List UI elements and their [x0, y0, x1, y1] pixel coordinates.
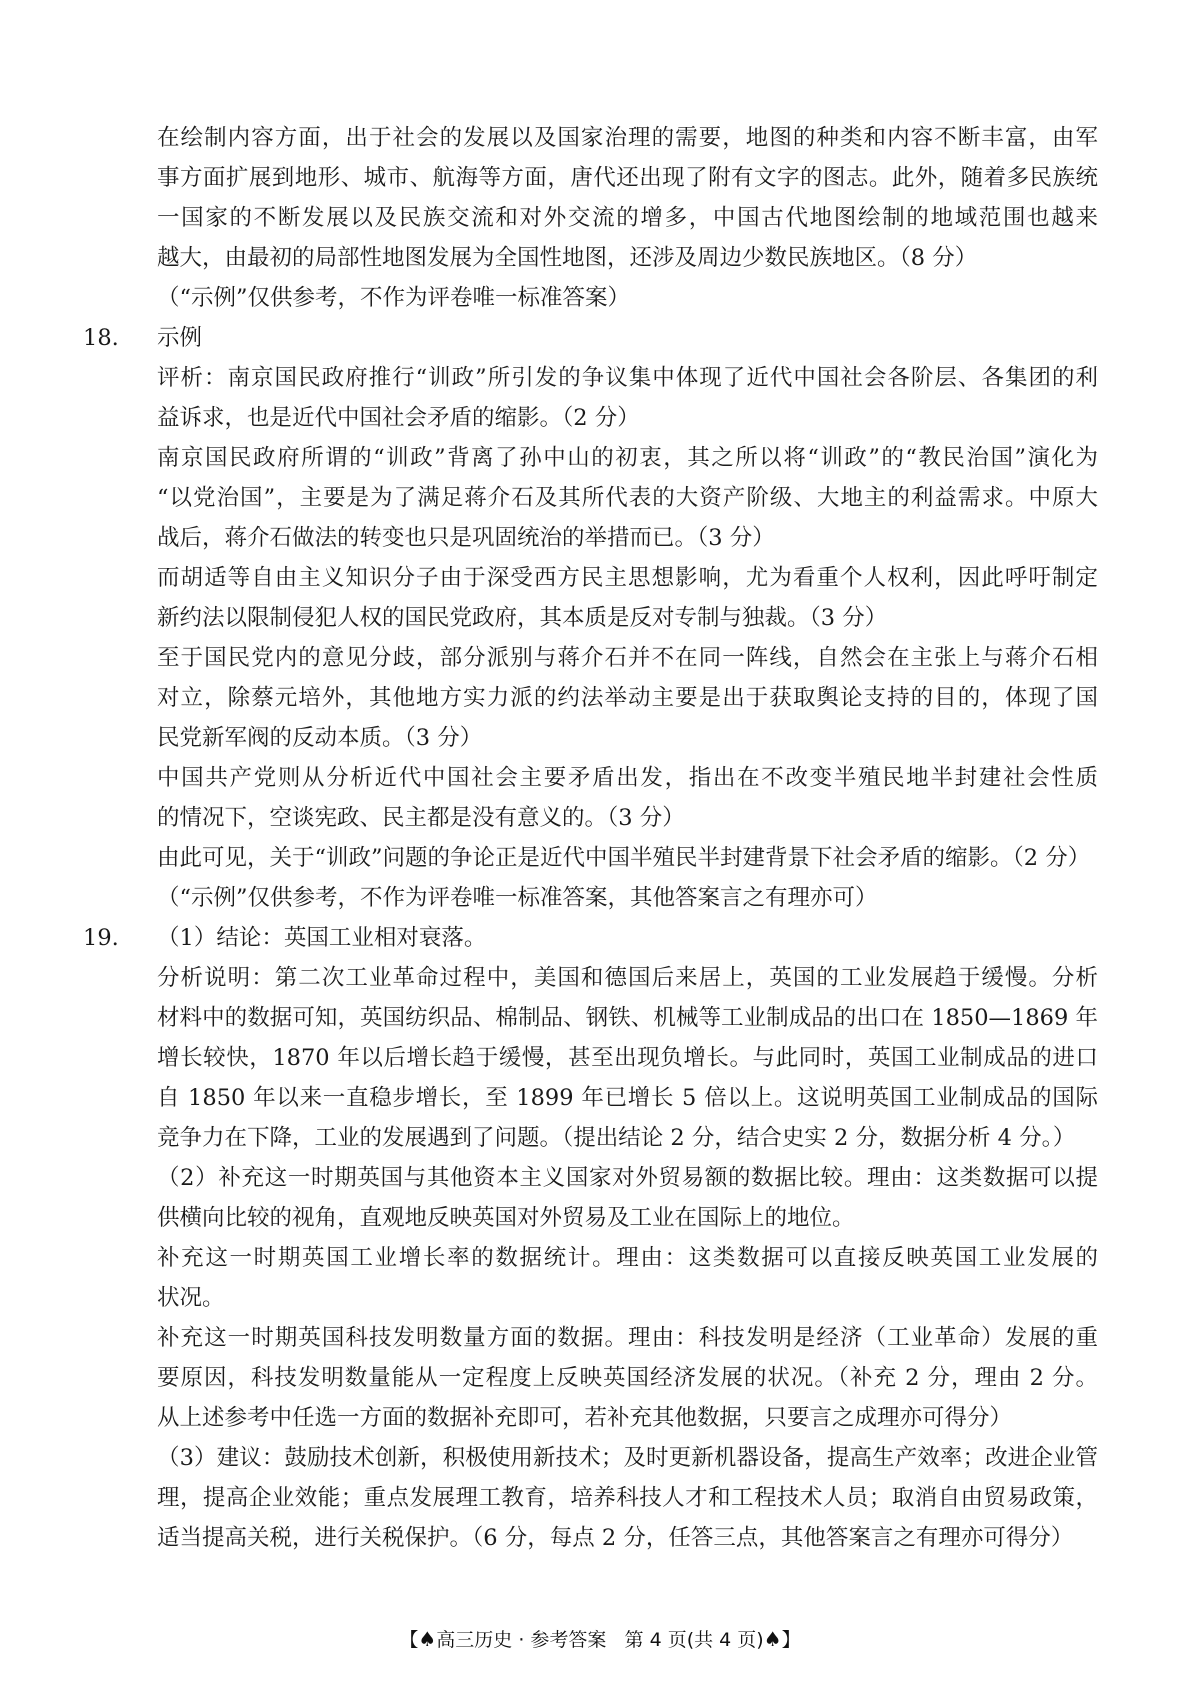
- answer-line: [138, 638, 1098, 678]
- answer-line-text: 适当提高关税，进行关税保护。（6 分，每点 2 分，任答三点，其他答案言之有理亦可得分）: [157, 1525, 1074, 1551]
- answer-content: [83, 118, 1098, 1558]
- answer-line: [138, 1438, 1098, 1478]
- answer-line: [138, 1118, 1098, 1158]
- footer-page-number: 第 4 页(共 4 页): [624, 1629, 764, 1651]
- answer-line: [138, 878, 1098, 918]
- answer-line: [138, 1278, 1098, 1318]
- answer-line: [138, 518, 1098, 558]
- answer-line-text: 供横向比较的视角，直观地反映英国对外贸易及工业在国际上的地位。: [157, 1205, 855, 1231]
- answer-line: [138, 558, 1098, 598]
- answer-block-q18: [83, 318, 1098, 918]
- answer-line: [138, 998, 1098, 1038]
- answer-line: [138, 1038, 1098, 1078]
- answer-line-text: 分析说明：第二次工业革命过程中，美国和德国后来居上，英国的工业发展趋于缓慢。分析: [157, 965, 1098, 991]
- answer-line-text: 由此可见，关于“训政”问题的争论正是近代中国半殖民半封建背景下社会矛盾的缩影。（2 分）: [157, 845, 1091, 871]
- answer-line-text: 材料中的数据可知，英国纺织品、棉制品、钢铁、机械等工业制成品的出口在 1850—1869 年: [157, 1005, 1098, 1031]
- answer-line: [138, 1358, 1098, 1398]
- answer-line-text: 评析：南京国民政府推行“训政”所引发的争议集中体现了近代中国社会各阶层、各集团的利: [157, 365, 1098, 391]
- answer-line-text: （2）补充这一时期英国与其他资本主义国家对外贸易额的数据比较。理由：这类数据可以提: [157, 1165, 1098, 1191]
- answer-line: [138, 1478, 1098, 1518]
- page-footer: [0, 1626, 1200, 1653]
- answer-line: [83, 918, 1098, 958]
- answer-line: [138, 758, 1098, 798]
- answer-line-text: 越大，由最初的局部性地图发展为全国性地图，还涉及周边少数民族地区。（8 分）: [157, 245, 978, 271]
- answer-line: [138, 238, 1098, 278]
- answer-line-text: （3）建议：鼓励技术创新，积极使用新技术；及时更新机器设备，提高生产效率；改进企业管: [157, 1445, 1098, 1471]
- answer-line-text: 增长较快，1870 年以后增长趋于缓慢，甚至出现负增长。与此同时，英国工业制成品的进口: [157, 1045, 1098, 1071]
- answer-line-text: 对立，除蔡元培外，其他地方实力派的约法举动主要是出于获取舆论支持的目的，体现了国: [157, 685, 1098, 711]
- answer-line: [138, 158, 1098, 198]
- answer-line-text: 益诉求，也是近代中国社会矛盾的缩影。（2 分）: [157, 405, 640, 431]
- footer-title: 高三历史 · 参考答案: [436, 1629, 607, 1651]
- answer-line: [138, 278, 1098, 318]
- answer-line: [138, 678, 1098, 718]
- answer-line: [138, 198, 1098, 238]
- answer-line-text: 一国家的不断发展以及民族交流和对外交流的增多，中国古代地图绘制的地域范围也越来: [157, 205, 1098, 231]
- answer-line: [138, 1078, 1098, 1118]
- answer-line: [138, 1198, 1098, 1238]
- answer-line-text: 战后，蒋介石做法的转变也只是巩固统治的举措而已。（3 分）: [157, 525, 775, 551]
- answer-line-text: 自 1850 年以来一直稳步增长，至 1899 年已增长 5 倍以上。这说明英国工业制成品的国际: [157, 1085, 1098, 1111]
- answer-line-text: 民党新军阀的反动本质。（3 分）: [157, 725, 483, 751]
- footer-open-bracket: 【: [399, 1629, 419, 1651]
- question-number: 18.: [83, 325, 119, 351]
- answer-line-text: 的情况下，空谈宪政、民主都是没有意义的。（3 分）: [157, 805, 685, 831]
- answer-line-text: （“示例”仅供参考，不作为评卷唯一标准答案）: [157, 285, 631, 311]
- answer-line-text: 至于国民党内的意见分歧，部分派别与蒋介石并不在同一阵线，自然会在主张上与蒋介石相: [157, 645, 1098, 671]
- answer-line-text: 理，提高企业效能；重点发展理工教育，培养科技人才和工程技术人员；取消自由贸易政策，: [157, 1485, 1098, 1511]
- answer-block-q17-tail: [138, 118, 1098, 318]
- answer-line-text: 示例: [157, 325, 203, 351]
- answer-block-q19: [83, 918, 1098, 1558]
- answer-line: [138, 958, 1098, 998]
- answer-line-text: 在绘制内容方面，出于社会的发展以及国家治理的需要，地图的种类和内容不断丰富，由军: [157, 125, 1098, 151]
- answer-line: [138, 438, 1098, 478]
- answer-line-text: 南京国民政府所谓的“训政”背离了孙中山的初衷，其之所以将“训政”的“教民治国”演化为: [157, 445, 1098, 471]
- answer-line-text: 从上述参考中任选一方面的数据补充即可，若补充其他数据，只要言之成理亦可得分）: [157, 1405, 1013, 1431]
- answer-line: [138, 718, 1098, 758]
- answer-line-text: 事方面扩展到地形、城市、航海等方面，唐代还出现了附有文字的图志。此外，随着多民族统: [157, 165, 1098, 191]
- answer-line: [138, 358, 1098, 398]
- answer-line-text: （1）结论：英国工业相对衰落。: [157, 925, 487, 951]
- answer-line: [138, 798, 1098, 838]
- answer-line-text: （“示例”仅供参考，不作为评卷唯一标准答案，其他答案言之有理亦可）: [157, 885, 878, 911]
- answer-line: [138, 1518, 1098, 1558]
- answer-line-text: 补充这一时期英国工业增长率的数据统计。理由：这类数据可以直接反映英国工业发展的: [157, 1245, 1098, 1271]
- answer-line: [138, 1238, 1098, 1278]
- answer-line: [138, 1398, 1098, 1438]
- answer-line: [138, 838, 1098, 878]
- spade-icon: ♠: [418, 1627, 437, 1651]
- question-number: 19.: [83, 925, 119, 951]
- answer-line-text: “以党治国”，主要是为了满足蒋介石及其所代表的大资产阶级、大地主的利益需求。中原大: [157, 485, 1098, 511]
- answer-line: [83, 318, 1098, 358]
- footer-close-bracket: 】: [781, 1629, 801, 1651]
- answer-line: [138, 1158, 1098, 1198]
- answer-line-text: 状况。: [157, 1285, 225, 1311]
- answer-line: [138, 398, 1098, 438]
- answer-line: [138, 478, 1098, 518]
- spade-icon: ♠: [763, 1627, 782, 1651]
- answer-line-text: 补充这一时期英国科技发明数量方面的数据。理由：科技发明是经济（工业革命）发展的重: [157, 1325, 1098, 1351]
- answer-line-text: 竞争力在下降，工业的发展遇到了问题。（提出结论 2 分，结合史实 2 分，数据分析 4 分。）: [157, 1125, 1076, 1151]
- answer-line-text: 要原因，科技发明数量能从一定程度上反映英国经济发展的状况。（补充 2 分，理由 2 分。: [157, 1365, 1098, 1391]
- answer-line-text: 新约法以限制侵犯人权的国民党政府，其本质是反对专制与独裁。（3 分）: [157, 605, 888, 631]
- answer-line-text: 而胡适等自由主义知识分子由于深受西方民主思想影响，尤为看重个人权利，因此呼吁制定: [157, 565, 1098, 591]
- answer-line: [138, 1318, 1098, 1358]
- answer-line: [138, 598, 1098, 638]
- answer-line-text: 中国共产党则从分析近代中国社会主要矛盾出发，指出在不改变半殖民地半封建社会性质: [157, 765, 1098, 791]
- answer-line: [138, 118, 1098, 158]
